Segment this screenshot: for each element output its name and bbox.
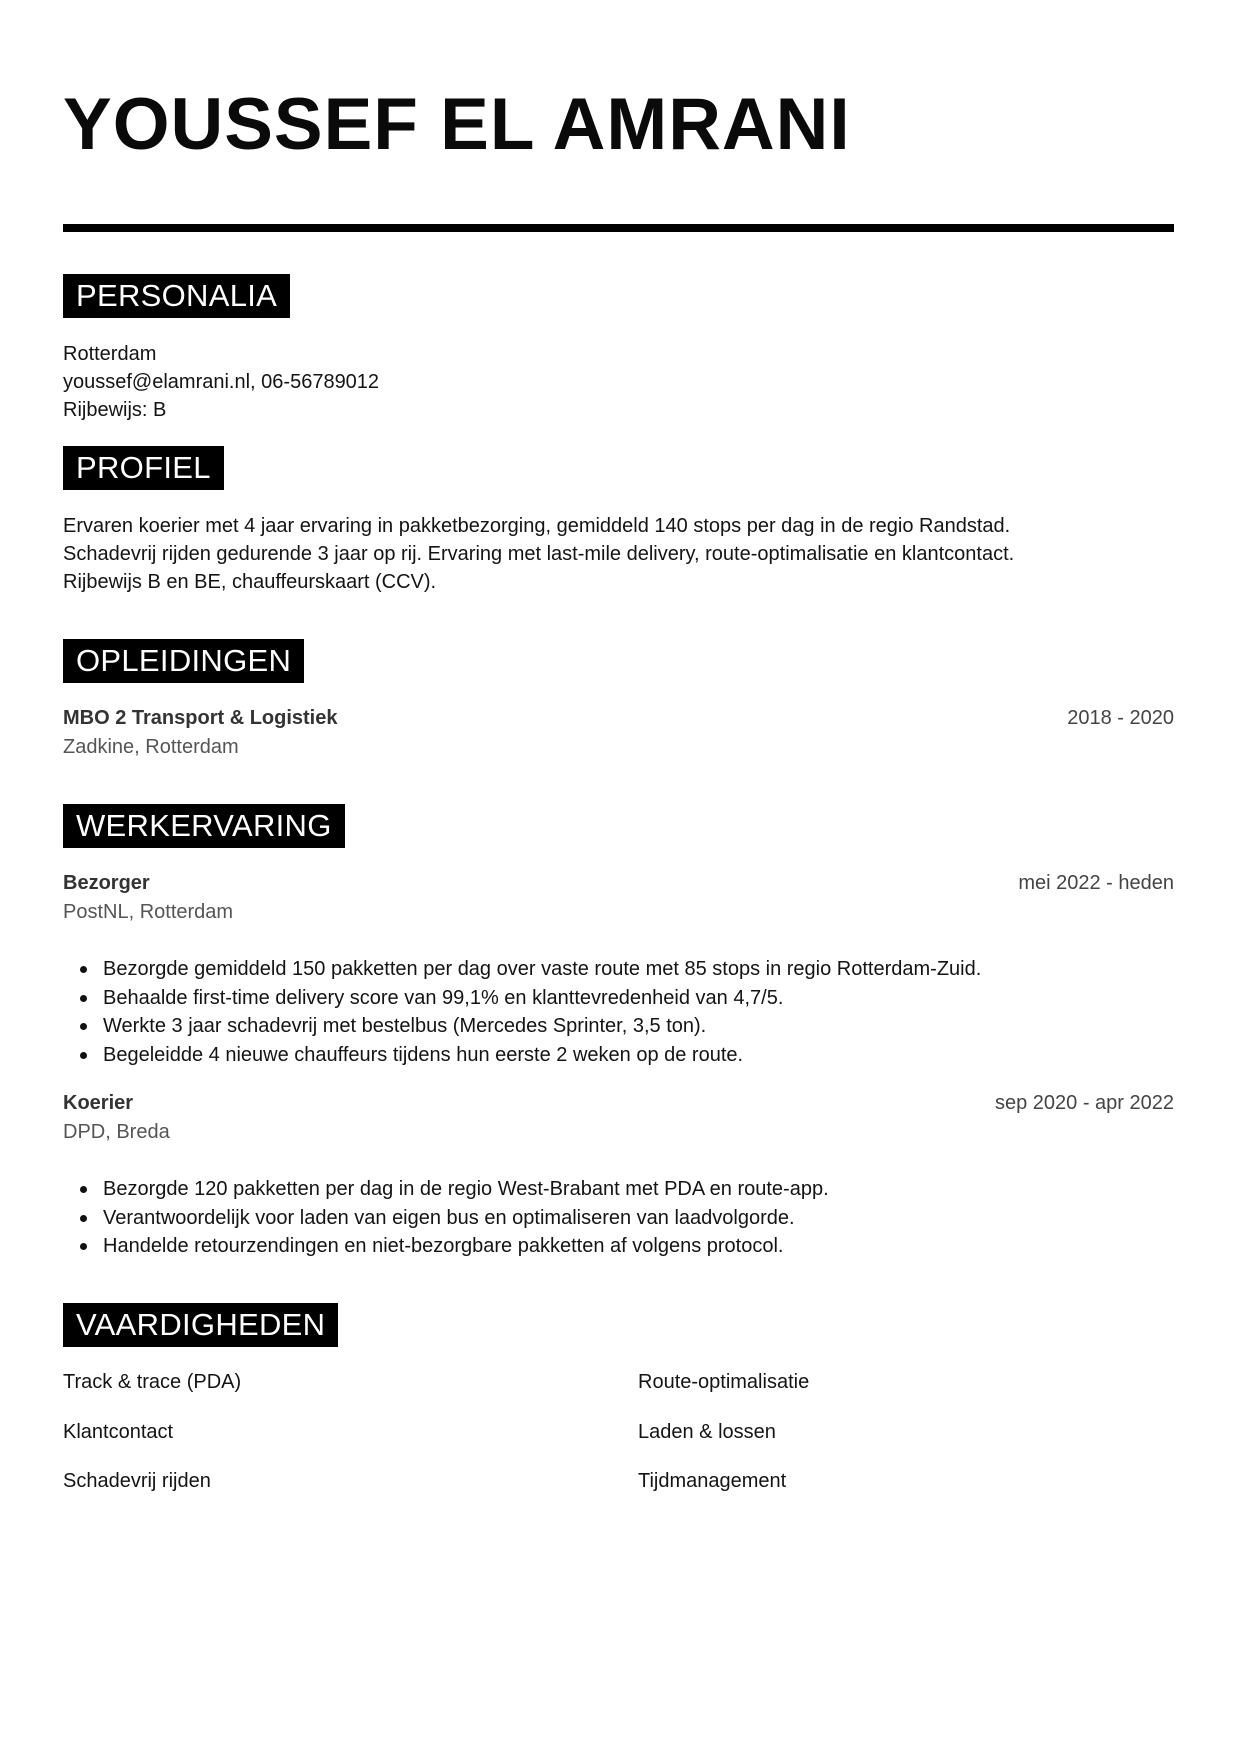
list-item: Bezorgde gemiddeld 150 pakketten per dag over vaste route met 85 stops in regio Rotterdam-Zuid.	[63, 955, 981, 984]
header-divider	[63, 224, 1174, 232]
section-heading-personalia: PERSONALIA	[63, 274, 290, 318]
list-item: Handelde retourzendingen en niet-bezorgbare pakketten af volgens protocol.	[63, 1232, 829, 1261]
job-company: DPD, Breda	[63, 1121, 170, 1143]
skill-item: Schadevrij rijden	[63, 1470, 211, 1492]
skill-item: Route-optimalisatie	[638, 1371, 810, 1393]
profile-line: Schadevrij rijden gedurende 3 jaar op rij. Ervaring met last-mile delivery, route-optimalisatie en klantcontact.	[63, 543, 1015, 565]
skill-item: Klantcontact	[63, 1421, 174, 1443]
job-company: PostNL, Rotterdam	[63, 901, 234, 923]
section-heading-werkervaring: WERKERVARING	[63, 804, 345, 848]
job-period: sep 2020 - apr 2022	[994, 1092, 1174, 1114]
education-title: MBO 2 Transport & Logistiek	[63, 707, 338, 729]
candidate-name: YOUSSEF EL AMRANI	[63, 84, 851, 165]
personal-contact: youssef@elamrani.nl, 06-56789012	[63, 371, 380, 393]
job-title: Bezorger	[63, 872, 150, 894]
job-achievements	[63, 1175, 829, 1261]
section-heading-vaardigheden: VAARDIGHEDEN	[63, 1303, 338, 1347]
profile-line: Rijbewijs B en BE, chauffeurskaart (CCV).	[63, 571, 437, 593]
list-item: Behaalde first-time delivery score van 99,1% en klanttevredenheid van 4,7/5.	[63, 984, 981, 1013]
personal-license: Rijbewijs: B	[63, 399, 167, 421]
list-item: Bezorgde 120 pakketten per dag in de regio West-Brabant met PDA en route-app.	[63, 1175, 829, 1204]
skill-item: Tijdmanagement	[638, 1470, 787, 1492]
list-item: Begeleidde 4 nieuwe chauffeurs tijdens hun eerste 2 weken op de route.	[63, 1041, 981, 1070]
job-title: Koerier	[63, 1092, 134, 1114]
skill-item: Track & trace (PDA)	[63, 1371, 242, 1393]
education-institution: Zadkine, Rotterdam	[63, 736, 239, 758]
section-heading-opleidingen: OPLEIDINGEN	[63, 639, 304, 683]
profile-summary	[63, 512, 1178, 596]
skill-item: Laden & lossen	[638, 1421, 776, 1443]
education-period: 2018 - 2020	[1067, 707, 1174, 729]
section-heading-profiel: PROFIEL	[63, 446, 224, 490]
profile-line: Ervaren koerier met 4 jaar ervaring in pakketbezorging, gemiddeld 140 stops per dag in de regio Randstad.	[63, 515, 1011, 537]
list-item: Werkte 3 jaar schadevrij met bestelbus (Mercedes Sprinter, 3,5 ton).	[63, 1012, 981, 1041]
list-item: Verantwoordelijk voor laden van eigen bus en optimaliseren van laadvolgorde.	[63, 1204, 829, 1233]
job-achievements	[63, 955, 981, 1069]
job-period: mei 2022 - heden	[1018, 872, 1174, 894]
personal-city: Rotterdam	[63, 343, 157, 365]
cv-page	[63, 0, 1174, 1754]
